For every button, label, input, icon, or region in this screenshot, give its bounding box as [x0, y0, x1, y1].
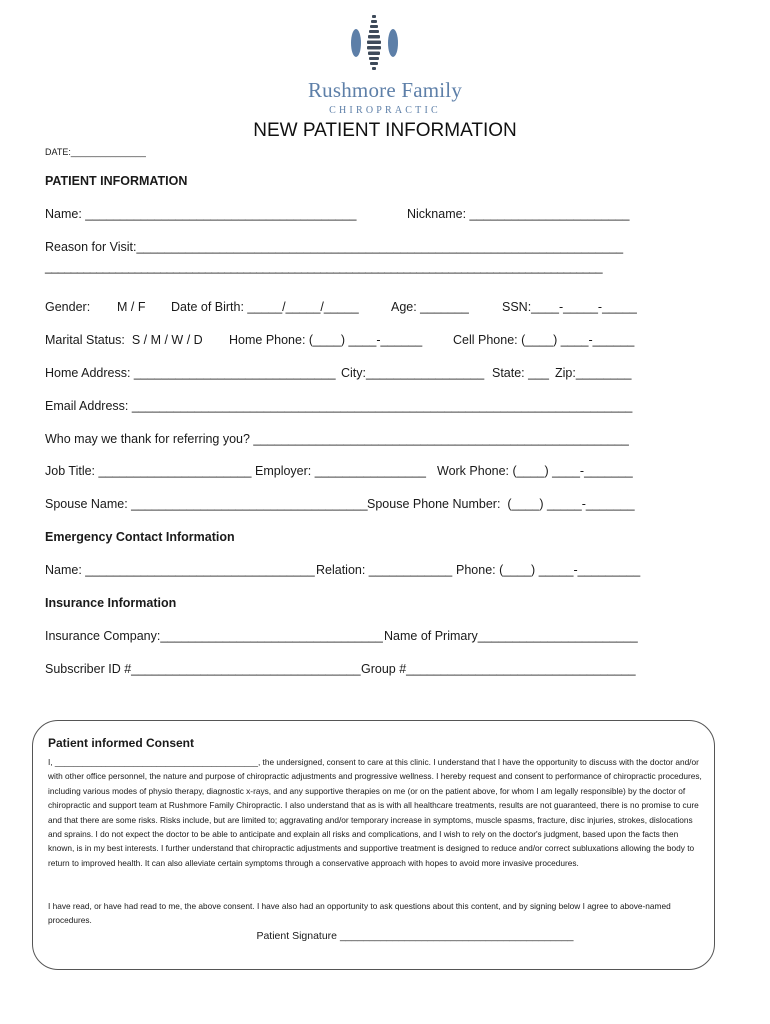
ssn-field[interactable]: SSN:____-_____-_____: [502, 300, 637, 314]
section-insurance: Insurance Information: [45, 596, 177, 610]
referral-field[interactable]: Who may we thank for referring you? ______________________________________________________: [45, 432, 629, 446]
consent-paragraph: I, ____________________________________________, the undersigned, consent to care at this clinic. I understand that I have the opportunity to discuss with the doctor and/or with other office personnel, the nature and purpose of chiropractic adjustments and progressive wellness. I hereby request and consent to performance of chiropractic procedures, including various modes of physio therapy, diagnostic x-rays, and any supportive therapies on me (or on the patient above, for whom I am legally responsible) by the doctor of chiropractic and support team at Rushmore Family Chiropractic. I also understand that as is with all healthcare treatments, results are not guaranteed, there is no promise to cure and that there are some risks. Risks include, but are limited to; aggravating and/or temporary increase in symptoms, muscle spasms, fracture, disc injuries, strokes, dislocations and sprains. I do not expect the doctor to be able to anticipate and explain all risks and complications, and I wish to rely on the doctor's judgment, based upon the facts then known, is in my best interests. I further understand that chiropractic adjustments and supportive treatment is designed to reduce and/or correct subluxations allowing the body to return to improved health. It can also alleviate certain symptoms through a conservative approach with hopes to avoid more invasive procedures.: [48, 757, 702, 868]
state-field[interactable]: State: ___: [492, 366, 549, 380]
city-field[interactable]: City:_________________: [341, 366, 485, 380]
reason-for-visit-continued[interactable]: _______________________________________________________________________________________: [45, 260, 602, 274]
zip-field[interactable]: Zip:________: [555, 366, 632, 380]
cell-phone-field[interactable]: Cell Phone: (____) ____-______: [453, 333, 635, 347]
relation-field[interactable]: Relation: ____________: [316, 563, 453, 577]
insurance-company-field[interactable]: Insurance Company:________________________________: [45, 629, 383, 643]
emergency-phone-field[interactable]: Phone: (____) _____-_________: [456, 563, 641, 577]
age-field[interactable]: Age: _______: [391, 300, 469, 314]
spouse-phone-field[interactable]: Spouse Phone Number: (____) _____-_______: [367, 497, 635, 511]
date-of-birth-field[interactable]: Date of Birth: _____/_____/_____: [171, 300, 359, 314]
spouse-name-field[interactable]: Spouse Name: __________________________________: [45, 497, 368, 511]
home-address-field[interactable]: Home Address: _____________________________: [45, 366, 336, 380]
gender-label: Gender:: [45, 300, 91, 314]
email-address-field[interactable]: Email Address: ________________________________________________________________________: [45, 399, 633, 413]
section-emergency-contact: Emergency Contact Information: [45, 530, 235, 544]
employer-field[interactable]: Employer: ________________: [255, 464, 426, 478]
brand-subtitle: CHIROPRACTIC: [329, 105, 441, 116]
consent-title: Patient informed Consent: [48, 736, 195, 750]
reason-for-visit-field[interactable]: Reason for Visit:______________________________________________________________________: [45, 240, 624, 254]
name-of-primary-field[interactable]: Name of Primary_______________________: [384, 629, 638, 643]
emergency-name-field[interactable]: Name: _________________________________: [45, 563, 315, 577]
gender-options[interactable]: M / F: [117, 300, 146, 314]
page-title: NEW PATIENT INFORMATION: [253, 120, 517, 141]
job-title-field[interactable]: Job Title: ______________________: [45, 464, 252, 478]
brand-name: Rushmore Family: [307, 78, 463, 102]
date-field[interactable]: DATE:_______________: [45, 147, 146, 157]
home-phone-field[interactable]: Home Phone: (____) ____-______: [229, 333, 423, 347]
work-phone-field[interactable]: Work Phone: (____) ____-_______: [437, 464, 633, 478]
section-patient-information: PATIENT INFORMATION: [45, 174, 188, 188]
nickname-field[interactable]: Nickname: _______________________: [407, 207, 630, 221]
name-field[interactable]: Name: _______________________________________: [45, 207, 357, 221]
patient-signature-field[interactable]: Patient Signature ________________________________________: [256, 930, 574, 942]
consent-acknowledgement: I have read, or have had read to me, the above consent. I have also had an opportunity to ask questions about this content, and by signing below I agree to above-named procedures.: [48, 901, 671, 926]
marital-status-field[interactable]: Marital Status: S / M / W / D: [45, 333, 203, 347]
group-number-field[interactable]: Group #_________________________________: [361, 662, 636, 676]
subscriber-id-field[interactable]: Subscriber ID #_________________________________: [45, 662, 361, 676]
